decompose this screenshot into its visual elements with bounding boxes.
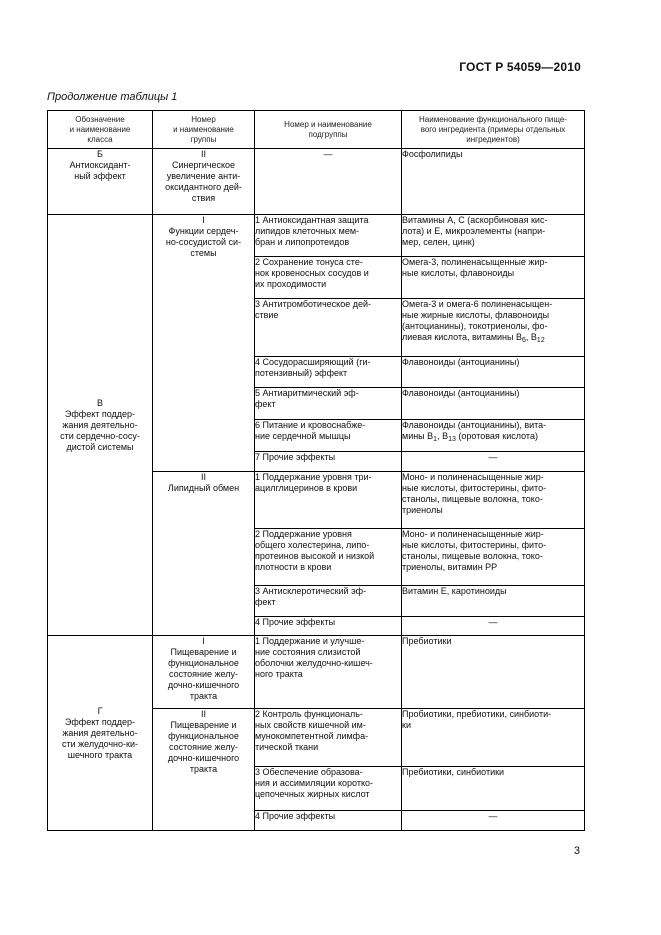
table-row: [48, 149, 585, 215]
group-cell: [153, 149, 255, 215]
subgroup-cell: 7 Прочие эффекты: [255, 452, 402, 472]
subgroup-cell: 3 Антисклеротический эф- фект: [255, 586, 402, 617]
group-name: Синергическое увеличение анти- оксидантного дей- ствия: [165, 160, 242, 203]
subgroup-cell: 4 Прочие эффекты: [255, 617, 402, 636]
subgroup-cell: 5 Антиаритмический эф- фект: [255, 388, 402, 420]
functional-ingredients-table: [47, 110, 585, 831]
page-number: 3: [573, 845, 580, 857]
ingredient-text: , B: [437, 431, 449, 441]
ingredient-cell: Пребиотики, синбиотики: [402, 767, 585, 811]
col-header-group: Номер и наименование группы: [153, 111, 255, 149]
subgroup-cell: 6 Питание и кровоснабже- ние сердечной мышцы: [255, 420, 402, 452]
group-cell: [153, 472, 255, 636]
subgroup-cell: 2 Контроль функциональ- ных свойств кишечной им- мунокомпетентной лимфа- тической ткани: [255, 709, 402, 767]
subgroup-cell: 4 Прочие эффекты: [255, 811, 402, 831]
ingredient-subscript: 6: [522, 337, 526, 344]
ingredient-cell: Моно- и полиненасыщенные жир- ные кислоты, фитостерины, фито- станолы, пищевые волокна, токо- триенолы, витамин PP: [402, 529, 585, 586]
ingredient-cell: Фосфолипиды: [402, 149, 585, 215]
standard-code: ГОСТ Р 54059—2010: [459, 60, 581, 74]
subgroup-cell: 1 Поддержание и улучше- ние состояния слизистой оболочки желудочно-кишеч- ного тракта: [255, 636, 402, 709]
group-number: II: [200, 709, 206, 719]
col-header-subgroup: Номер и наименование подгруппы: [255, 111, 402, 149]
ingredient-cell: Витамин Е, каротиноиды: [402, 586, 585, 617]
group-number: II: [200, 472, 206, 482]
subgroup-cell: 3 Обеспечение образова- ния и ассимиляции коротко- цепочечных жирных кислот: [255, 767, 402, 811]
ingredient-cell: —: [402, 811, 585, 831]
ingredient-text: (оротовая кислота): [455, 431, 538, 441]
ingredient-cell: Омега-3, полиненасыщенные жир- ные кислоты, флавоноиды: [402, 257, 585, 299]
ingredient-cell: Пробиотики, пребиотики, синбиоти- ки: [402, 709, 585, 767]
table-row: [48, 215, 585, 257]
group-cell: [153, 636, 255, 709]
table-caption: Продолжение таблицы 1: [47, 91, 178, 103]
ingredient-cell: Флавоноиды (антоцианины): [402, 388, 585, 420]
class-code: Г: [97, 705, 103, 716]
col-header-ingredient: Наименование функционального пище- вого ингредиента (примеры отдельных ингредиентов): [402, 111, 585, 149]
ingredient-text: Омега-3 и омега-6 полиненасыщен- ные жирные кислоты, флавоноиды (антоцианины), токотриенолы, фо- лиевая кислота, витамины B: [402, 299, 553, 342]
group-name: Функции сердеч- но-сосудистой си- стемы: [165, 226, 242, 258]
class-name: Эффект поддер- жания деятельно- сти сердечно-сосу- дистой системы: [60, 408, 140, 452]
subgroup-cell: 1 Поддержание уровня три- ацилглицеринов в крови: [255, 472, 402, 529]
table-row: [48, 636, 585, 709]
ingredient-subscript: 13: [448, 436, 456, 443]
subgroup-cell: 4 Сосудорасширяющий (ги- потензивный) эффект: [255, 357, 402, 388]
ingredient-cell: Моно- и полиненасыщенные жир- ные кислоты, фитостерины, фито- станолы, пищевые волокна, токо- триенолы: [402, 472, 585, 529]
ingredient-cell: —: [402, 452, 585, 472]
group-cell: [153, 709, 255, 831]
group-name: Липидный обмен: [167, 483, 240, 493]
class-name: Антиоксидант- ный эффект: [69, 160, 131, 181]
ingredient-subscript: 1: [433, 436, 438, 443]
class-cell: [48, 149, 153, 215]
table-header-row: [48, 111, 585, 149]
class-name: Эффект поддер- жания деятельно- сти желудочно-ки- шечного тракта: [61, 716, 138, 760]
group-number: I: [202, 636, 205, 646]
group-cell: [153, 215, 255, 472]
subgroup-cell: 3 Антитромботическое дей- ствие: [255, 299, 402, 357]
ingredient-cell: Витамины А, С (аскорбиновая кис- лота) и Е, микроэлементы (напри- мер, селен, цинк): [402, 215, 585, 257]
ingredient-text: Флавоноиды (антоцианины), вита- мины B: [402, 420, 547, 441]
ingredient-cell: [402, 420, 585, 452]
subgroup-cell: 1 Антиоксидантная защита липидов клеточных мем- бран и липопротеидов: [255, 215, 402, 257]
subgroup-cell: 2 Поддержание уровня общего холестерина, липо- протеинов высокой и низкой плотности в крови: [255, 529, 402, 586]
class-code: В: [96, 397, 103, 408]
class-cell: [48, 215, 153, 636]
class-code: Б: [97, 149, 103, 159]
col-header-class: Обозначение и наименование класса: [48, 111, 153, 149]
subgroup-cell: 2 Сохранение тонуса сте- нок кровеносных сосудов и их проходимости: [255, 257, 402, 299]
ingredient-cell: —: [402, 617, 585, 636]
group-number: I: [202, 215, 205, 225]
group-name: Пищеварение и функциональное состояние желу- дочно-кишечного тракта: [167, 720, 240, 774]
ingredient-cell: Флавоноиды (антоцианины): [402, 357, 585, 388]
ingredient-cell: Пребиотики: [402, 636, 585, 709]
group-number: II: [200, 149, 206, 159]
ingredient-cell: [402, 299, 585, 357]
ingredient-subscript: 12: [536, 337, 545, 344]
class-cell: [48, 636, 153, 831]
ingredient-text: , B: [525, 332, 537, 342]
subgroup-cell: —: [255, 149, 402, 215]
group-name: Пищеварение и функциональное состояние желу- дочно-кишечного тракта: [167, 647, 240, 701]
